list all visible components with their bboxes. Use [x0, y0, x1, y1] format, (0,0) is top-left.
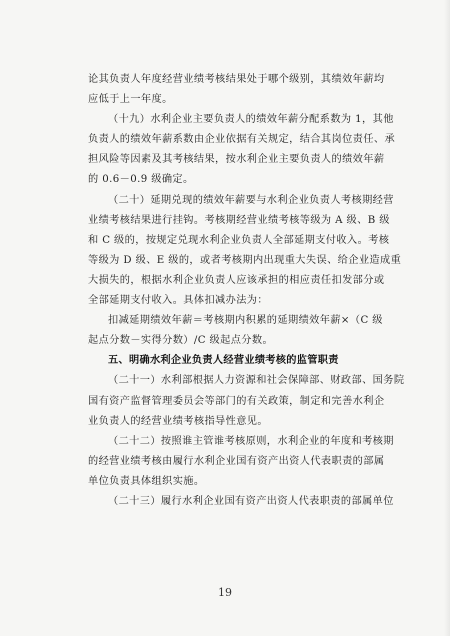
- text-line: 单位负责具体组织实施。: [88, 475, 205, 487]
- text-line: （二十）延期兑现的绩效年薪要与水利企业负责人考核期经营: [108, 194, 394, 206]
- text-line: 业绩考核结果进行挂钩。考核期经营业绩考核等级为 A 级、B 级: [88, 214, 390, 226]
- scan-edge-shadow: [444, 0, 450, 636]
- text-line: 论其负责人年度经营业绩考核结果处于哪个级别，其绩效年薪均: [88, 74, 385, 85]
- text-line: 负责人的绩效年薪系数由企业依据有关规定，结合其岗位责任、承: [88, 134, 396, 146]
- text-line: 等级为 D 级、E 级的，或者考核期内出现重大失误、给企业造成重: [88, 254, 402, 266]
- paragraph: [88, 191, 402, 312]
- text-line: 扣减延期绩效年薪＝考核期内积累的延期绩效年薪×（C 级: [108, 315, 383, 327]
- text-line: 应低于上一年度。: [88, 94, 173, 106]
- text-line: 全部延期支付收入。具体扣减办法为：: [88, 295, 268, 307]
- text-line: 的经营业绩考核由履行水利企业国有资产出资人代表职责的部属: [88, 455, 385, 467]
- text-line: 大损失的，根据水利企业负责人应该承担的相应责任扣发部分或: [88, 274, 385, 286]
- text-line: （二十二）按照谁主管谁考核原则，水利企业的年度和考核期: [108, 435, 394, 447]
- text-line: 国有资产监督管理委员会等部门的有关政策，制定和完善水利企: [88, 395, 385, 407]
- text-line: 担风险等因素及其考核结果，按水利企业主要负责人的绩效年薪: [88, 154, 385, 166]
- text-line: 起点分数－实得分数）/C 级起点分数。: [88, 335, 274, 347]
- text-line: 五、明确水利企业负责人经营业绩考核的监管职责: [108, 355, 339, 367]
- text-line: 的 0.6－0.9 级确定。: [88, 174, 194, 186]
- paragraph: [88, 311, 395, 351]
- paragraph: [88, 371, 405, 431]
- text-line: （十九）水利企业主要负责人的绩效年薪分配系数为 1，其他: [108, 114, 394, 126]
- document-body: [88, 70, 405, 512]
- section-heading: [88, 351, 395, 371]
- text-line: （二十一）水利部根据人力资源和社会保障部、财政部、国务院: [108, 375, 405, 387]
- paragraph: [88, 432, 395, 492]
- page-number: 19: [218, 586, 232, 599]
- text-line: 业负责人的经营业绩考核指导性意见。: [88, 415, 268, 427]
- paragraph: [88, 70, 395, 110]
- text-line: （二十三）履行水利企业国有资产出资人代表职责的部属单位: [108, 495, 394, 507]
- paragraph: [88, 492, 395, 512]
- paragraph: [88, 110, 395, 190]
- text-line: 和 C 级的，按规定兑现水利企业负责人全部延期支付收入。考核: [88, 234, 390, 246]
